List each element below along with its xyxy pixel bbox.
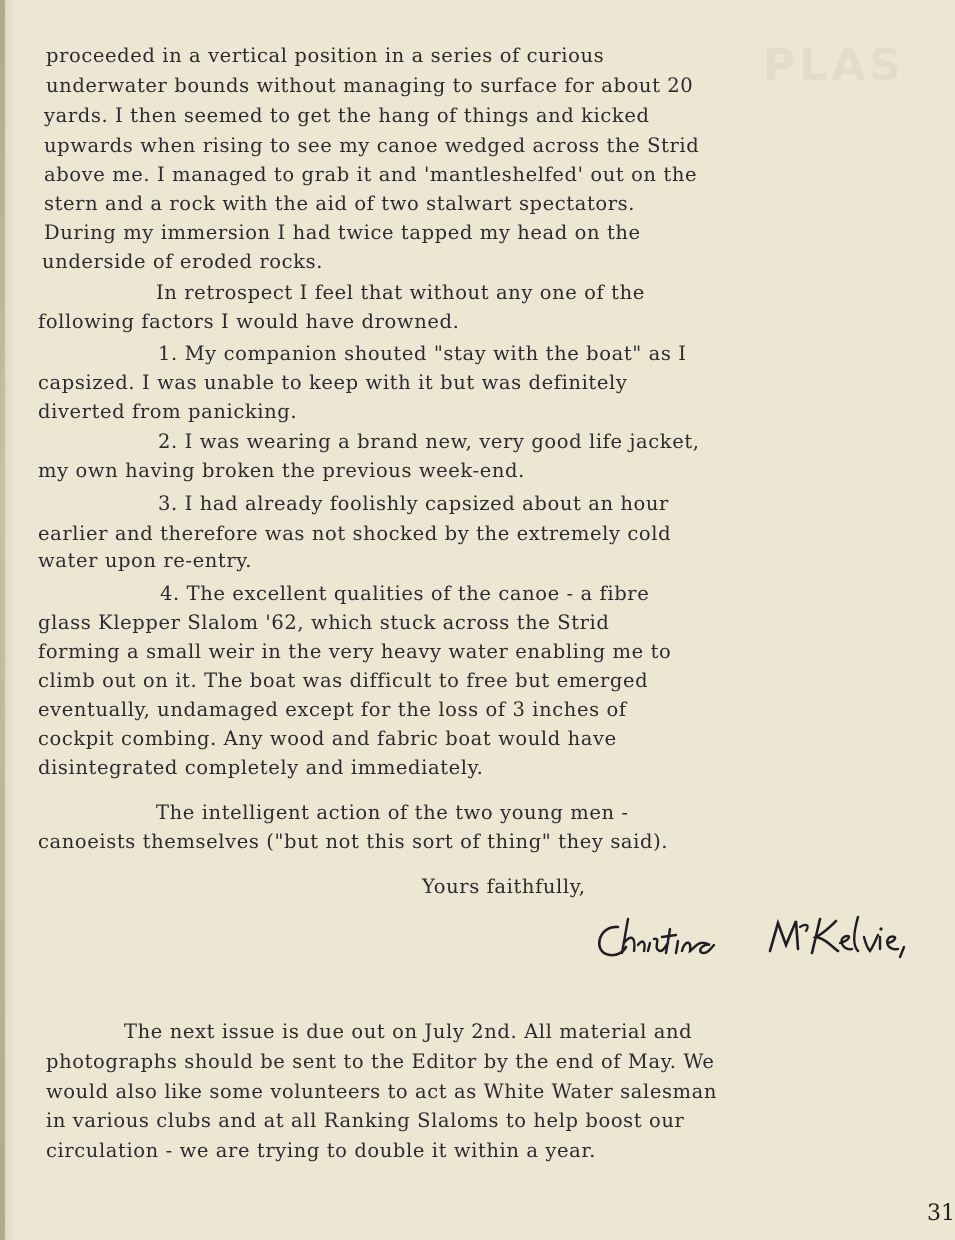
notice-line: circulation - we are trying to double it within a year. (46, 1139, 596, 1162)
factor-3: 3. I had already foolishly capsized about an hour (158, 492, 669, 515)
page-number: 31 (927, 1201, 955, 1226)
letter-line: disintegrated completely and immediately. (38, 756, 484, 779)
letter-line: following factors I would have drowned. (38, 310, 460, 333)
letter-line: underside of eroded rocks. (42, 250, 323, 273)
letter-line: water upon re-entry. (38, 549, 253, 572)
letter-line: canoeists themselves ("but not this sort of thing" they said). (38, 830, 669, 853)
letter-line: yards. I then seemed to get the hang of things and kicked (44, 104, 650, 127)
bleed-through-text: PLAS (762, 40, 905, 91)
letter-line: diverted from panicking. (38, 400, 298, 423)
handwritten-signature (588, 905, 955, 975)
letter-line: cockpit combing. Any wood and fabric boat would have (38, 727, 617, 750)
letter-line: capsized. I was unable to keep with it but was definitely (38, 371, 628, 394)
letter-line: upwards when rising to see my canoe wedged across the Strid (44, 134, 700, 157)
letter-line: stern and a rock with the aid of two stalwart spectators. (44, 192, 636, 215)
letter-line: climb out on it. The boat was difficult to free but emerged (38, 669, 649, 692)
letter-line: The intelligent action of the two young men - (156, 801, 629, 824)
letter-line: my own having broken the previous week-end. (38, 459, 525, 482)
letter-line: earlier and therefore was not shocked by the extremely cold (38, 522, 672, 545)
letter-closing: Yours faithfully, (422, 875, 586, 898)
notice-line: The next issue is due out on July 2nd. All material and (124, 1020, 693, 1043)
factor-2: 2. I was wearing a brand new, very good life jacket, (158, 430, 700, 453)
letter-line: glass Klepper Slalom '62, which stuck across the Strid (38, 611, 610, 634)
letter-line: In retrospect I feel that without any one of the (156, 281, 645, 304)
notice-line: would also like some volunteers to act as White Water salesman (46, 1080, 718, 1103)
letter-line: proceeded in a vertical position in a series of curious (46, 44, 605, 67)
letter-line: above me. I managed to grab it and 'mantleshelfed' out on the (44, 163, 698, 186)
binding-edge (0, 0, 5, 1240)
factor-4: 4. The excellent qualities of the canoe - a fibre (160, 582, 650, 605)
factor-1: 1. My companion shouted "stay with the boat" as I (158, 342, 687, 365)
letter-line: eventually, undamaged except for the loss of 3 inches of (38, 698, 627, 721)
notice-line: photographs should be sent to the Editor by the end of May. We (46, 1050, 715, 1073)
letter-line: underwater bounds without managing to surface for about 20 (46, 74, 694, 97)
notice-line: in various clubs and at all Ranking Slaloms to help boost our (46, 1109, 685, 1132)
letter-line: forming a small weir in the very heavy water enabling me to (38, 640, 672, 663)
letter-line: During my immersion I had twice tapped my head on the (44, 221, 641, 244)
